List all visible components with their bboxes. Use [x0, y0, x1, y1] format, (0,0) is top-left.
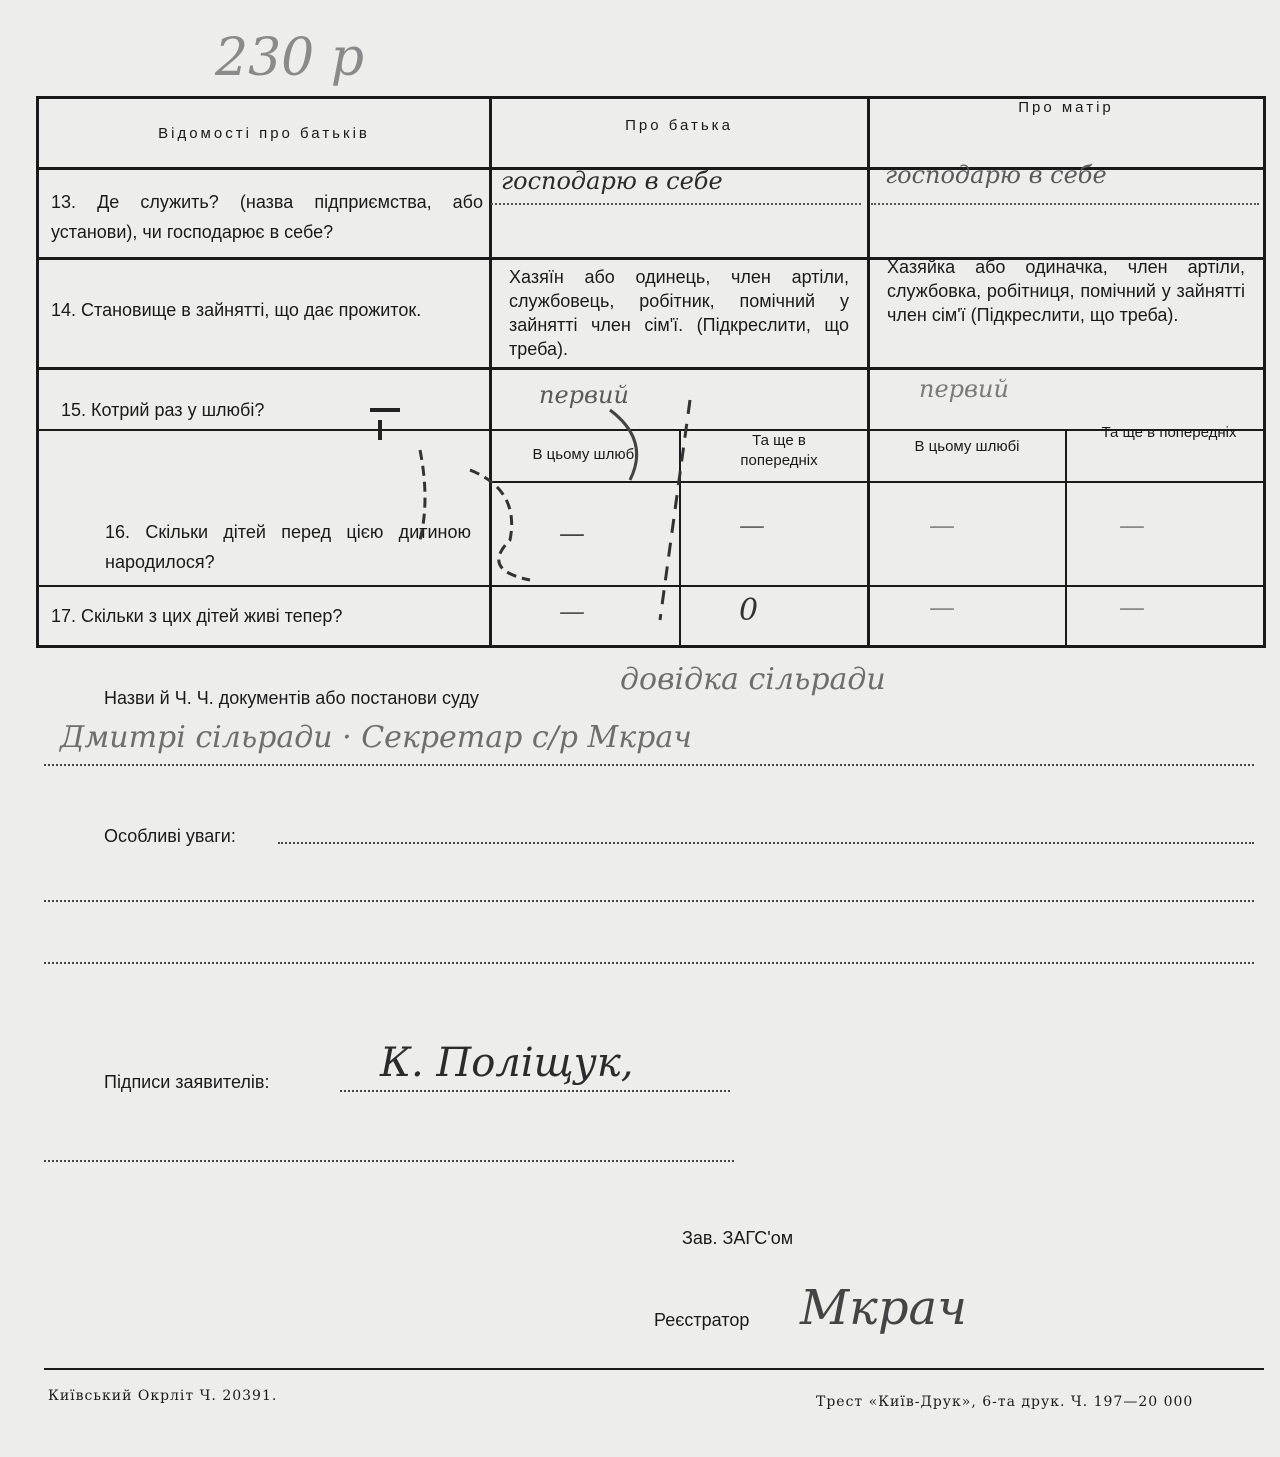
header-about-mother: Про матір — [1018, 99, 1114, 116]
q15-mother-answer: первий — [919, 375, 1009, 403]
q17-mother-previous: — — [1119, 593, 1145, 623]
applicants-signature: К. Поліщук, — [380, 1040, 634, 1086]
q17-father-previous: 0 — [739, 593, 759, 628]
documents-label: Назви й Ч. Ч. документів або постанови суду — [104, 688, 479, 708]
q16-mother-previous: — — [1119, 511, 1145, 541]
subheader-father-previous: Та ще в попередніх — [740, 432, 818, 469]
q14-label: 14. Становище в зайнятті, що дає прожиток. — [51, 300, 422, 320]
q16-label: 16. Скільки дітей перед цією дитиною народилося? — [105, 522, 471, 572]
footer-left: Київський Окрліт Ч. 20391. — [48, 1388, 278, 1404]
q15-label: 15. Котрий раз у шлюбі? — [61, 400, 265, 420]
special-notes-label: Особливі уваги: — [104, 826, 236, 846]
q13-label: 13. Де служить? (назва підприємства, або установи), чи господарює в себе? — [51, 192, 483, 242]
head-zags-label: Зав. ЗАГС'ом — [682, 1228, 794, 1248]
footer-right: Трест «Київ-Друк», 6-та друк. Ч. 197—20 000 — [816, 1394, 1194, 1410]
stamp-mark — [360, 380, 780, 660]
q15-father-answer: первий — [539, 381, 629, 409]
q13-father-answer: господарю в себе — [501, 167, 723, 195]
q16-father-this: — — [559, 519, 585, 549]
q13-mother-answer: господарю в себе — [885, 161, 1107, 189]
applicants-signature-label: Підписи заявителів: — [104, 1072, 270, 1092]
handwritten-archive-number: 230 р — [215, 28, 365, 88]
subheader-mother-this-marriage: В цьому шлюбі — [914, 438, 1020, 455]
q16-mother-this: — — [929, 511, 955, 541]
registrar-signature: Мкрач — [800, 1280, 968, 1336]
documents-value-line2: Дмитрі сільради · Секретар с/р Мкрач — [60, 720, 692, 755]
documents-value: довідка сільради — [620, 662, 886, 697]
q17-label: 17. Скільки з цих дітей живі тепер? — [51, 606, 343, 626]
q17-father-this: — — [559, 597, 585, 627]
header-about-parents: Відомості про батьків — [158, 125, 370, 142]
header-about-father: Про батька — [625, 117, 733, 134]
registrar-label: Реєстратор — [654, 1310, 750, 1330]
q14-mother-options: Хазяйка або одиначка, член артіли, службовка, робітниця, помічний у зайнятті член сім'ї (Підкреслити, що треба). — [887, 257, 1245, 325]
q14-father-options: Хазяїн або одинець, член артіли, службовець, робітник, помічний у зайнятті член сім'ї. (Підкреслити, що треба). — [509, 267, 849, 359]
q17-mother-this: — — [929, 593, 955, 623]
subheader-father-this-marriage: В цьому шлюбі — [532, 446, 638, 463]
subheader-mother-previous: Та ще в попередніх — [1101, 424, 1237, 441]
q16-father-previous: — — [739, 511, 765, 541]
